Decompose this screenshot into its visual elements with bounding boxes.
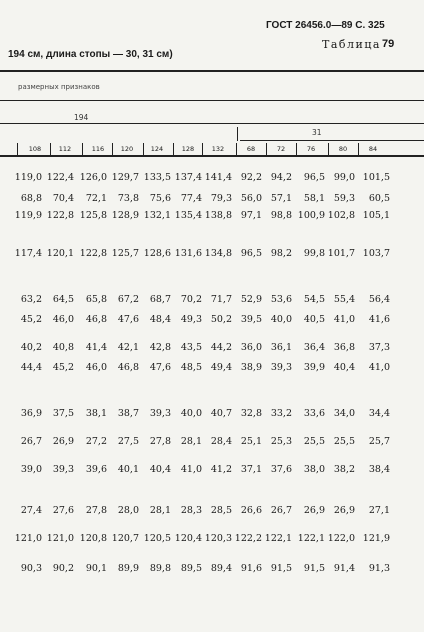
table-cell: 26,7 [20,436,42,447]
table-cell: 33,2 [270,408,292,419]
table-cell: 26,6 [240,505,262,516]
table-cell: 63,2 [20,294,42,305]
group-right-label: 31 [312,128,322,137]
table-cell: 67,2 [117,294,139,305]
table-cell: 92,2 [240,172,262,183]
table-cell: 120,5 [143,533,171,544]
table-cell: 36,0 [240,342,262,353]
table-cell: 25,1 [240,436,262,447]
table-cell: 120,8 [79,533,107,544]
table-cell: 122,1 [264,533,292,544]
column-divider [143,143,144,155]
table-cell: 119,9 [14,210,42,221]
table-cell: 97,1 [240,210,262,221]
group-divider [237,127,238,141]
table-cell: 25,3 [270,436,292,447]
table-cell: 41,0 [368,362,390,373]
table-cell: 122,8 [79,248,107,259]
table-cell: 40,5 [303,314,325,325]
table-cell: 56,0 [240,193,262,204]
table-cell: 26,9 [303,505,325,516]
table-cell: 75,6 [149,193,171,204]
table-cell: 39,3 [270,362,292,373]
table-cell: 121,9 [362,533,390,544]
table-cell: 28,4 [210,436,232,447]
table-cell: 38,0 [303,464,325,475]
table-cell: 37,6 [270,464,292,475]
table-cell: 101,5 [362,172,390,183]
table-cell: 40,8 [52,342,74,353]
table-cell: 126,0 [79,172,107,183]
table-cell: 46,8 [85,314,107,325]
column-header: 128 [181,145,195,153]
column-divider [266,143,267,155]
table-cell: 137,4 [174,172,202,183]
table-cell: 40,4 [149,464,171,475]
table-cell: 49,4 [210,362,232,373]
group-left-label: 194 [74,113,89,122]
table-cell: 135,4 [174,210,202,221]
table-cell: 40,0 [180,408,202,419]
table-cell: 119,0 [14,172,42,183]
table-cell: 28,5 [210,505,232,516]
table-cell: 40,1 [117,464,139,475]
table-cell: 55,4 [333,294,355,305]
table-cell: 40,0 [270,314,292,325]
table-cell: 64,5 [52,294,74,305]
table-cell: 89,9 [117,563,139,574]
column-divider [328,143,329,155]
table-cell: 89,4 [210,563,232,574]
table-cell: 42,8 [149,342,171,353]
table-cell: 37,3 [368,342,390,353]
table-cell: 121,0 [14,533,42,544]
table-cell: 125,8 [79,210,107,221]
table-cell: 43,5 [180,342,202,353]
table-cell: 39,6 [85,464,107,475]
table-cell: 27,4 [20,505,42,516]
table-cell: 79,3 [210,193,232,204]
table-number: 79 [382,38,395,50]
table-cell: 120,3 [204,533,232,544]
table-cell: 98,2 [270,248,292,259]
table-cell: 25,5 [333,436,355,447]
column-header: 120 [120,145,134,153]
table-cell: 138,8 [204,210,232,221]
table-cell: 90,3 [20,563,42,574]
table-cell: 26,9 [52,436,74,447]
table-cell: 25,5 [303,436,325,447]
table-cell: 44,2 [210,342,232,353]
table-cell: 57,1 [270,193,292,204]
table-cell: 40,4 [333,362,355,373]
column-divider [236,143,237,155]
table-cell: 42,1 [117,342,139,353]
table-cell: 89,5 [180,563,202,574]
column-header: 68 [246,145,256,153]
table-cell: 52,9 [240,294,262,305]
table-cell: 40,7 [210,408,232,419]
table-cell: 39,0 [20,464,42,475]
table-cell: 96,5 [240,248,262,259]
table-cell: 102,8 [327,210,355,221]
table-cell: 25,7 [368,436,390,447]
table-cell: 96,5 [303,172,325,183]
table-cell: 39,9 [303,362,325,373]
table-cell: 94,2 [270,172,292,183]
table-cell: 68,8 [20,193,42,204]
column-header: 76 [306,145,316,153]
column-divider [296,143,297,155]
table-cell: 50,2 [210,314,232,325]
table-cell: 58,1 [303,193,325,204]
table-cell: 40,2 [20,342,42,353]
table-cell: 27,8 [149,436,171,447]
table-cell: 59,3 [333,193,355,204]
table-cell: 41,4 [85,342,107,353]
column-header: 132 [211,145,225,153]
table-cell: 36,4 [303,342,325,353]
table-cell: 49,3 [180,314,202,325]
table-cell: 56,4 [368,294,390,305]
table-label: Таблица [322,38,381,51]
table-cell: 38,1 [85,408,107,419]
table-cell: 91,4 [333,563,355,574]
table-cell: 73,8 [117,193,139,204]
table-cell: 48,4 [149,314,171,325]
table-cell: 45,2 [52,362,74,373]
table-cell: 46,0 [85,362,107,373]
table-cell: 53,6 [270,294,292,305]
column-divider [173,143,174,155]
table-cell: 41,0 [333,314,355,325]
table-cell: 120,4 [174,533,202,544]
table-cell: 90,1 [85,563,107,574]
table-cell: 41,6 [368,314,390,325]
table-cell: 54,5 [303,294,325,305]
table-cell: 36,8 [333,342,355,353]
table-cell: 128,9 [111,210,139,221]
table-cell: 134,8 [204,248,232,259]
table-cell: 27,6 [52,505,74,516]
table-cell: 65,8 [85,294,107,305]
group-right-rule [240,140,424,141]
column-header: 124 [150,145,164,153]
table-cell: 33,6 [303,408,325,419]
table-cell: 122,2 [234,533,262,544]
table-cell: 91,5 [303,563,325,574]
column-divider [358,143,359,155]
column-header: 84 [368,145,378,153]
table-cell: 45,2 [20,314,42,325]
table-cell: 101,7 [327,248,355,259]
table-cell: 71,7 [210,294,232,305]
column-divider [17,143,18,155]
table-cell: 47,6 [149,362,171,373]
column-header: 80 [338,145,348,153]
table-cell: 122,4 [46,172,74,183]
table-cell: 100,9 [297,210,325,221]
table-cell: 60,5 [368,193,390,204]
table-cell: 32,8 [240,408,262,419]
table-cell: 41,0 [180,464,202,475]
table-cell: 77,4 [180,193,202,204]
column-header: 116 [91,145,105,153]
table-subtitle: 194 см, длина стопы — 30, 31 см) [8,49,173,60]
table-cell: 38,7 [117,408,139,419]
table-cell: 91,5 [270,563,292,574]
table-cell: 28,1 [180,436,202,447]
table-cell: 91,3 [368,563,390,574]
table-cell: 68,7 [149,294,171,305]
table-cell: 38,4 [368,464,390,475]
table-cell: 27,1 [368,505,390,516]
table-cell: 39,5 [240,314,262,325]
table-cell: 133,5 [143,172,171,183]
table-cell: 27,8 [85,505,107,516]
table-cell: 117,4 [14,248,42,259]
table-cell: 70,4 [52,193,74,204]
table-cell: 99,0 [333,172,355,183]
table-cell: 99,8 [303,248,325,259]
column-divider [82,143,83,155]
table-cell: 36,1 [270,342,292,353]
table-cell: 26,7 [270,505,292,516]
table-cell: 90,2 [52,563,74,574]
header-bottom-rule [0,155,424,157]
column-caption: размерных признаков [18,83,100,91]
top-rule [0,70,424,72]
table-cell: 131,6 [174,248,202,259]
table-cell: 98,8 [270,210,292,221]
table-cell: 129,7 [111,172,139,183]
table-cell: 38,9 [240,362,262,373]
table-cell: 36,9 [20,408,42,419]
table-cell: 28,1 [149,505,171,516]
table-cell: 120,1 [46,248,74,259]
column-divider [112,143,113,155]
column-header: 112 [58,145,72,153]
table-cell: 48,5 [180,362,202,373]
table-cell: 125,7 [111,248,139,259]
table-cell: 70,2 [180,294,202,305]
table-cell: 28,0 [117,505,139,516]
table-cell: 28,3 [180,505,202,516]
table-cell: 38,2 [333,464,355,475]
table-cell: 122,0 [327,533,355,544]
table-cell: 39,3 [52,464,74,475]
table-cell: 128,6 [143,248,171,259]
table-cell: 27,5 [117,436,139,447]
group-rule [0,123,424,124]
table-cell: 27,2 [85,436,107,447]
table-cell: 122,1 [297,533,325,544]
table-cell: 44,4 [20,362,42,373]
table-cell: 37,1 [240,464,262,475]
table-cell: 46,8 [117,362,139,373]
table-cell: 121,0 [46,533,74,544]
table-cell: 34,0 [333,408,355,419]
document-header: ГОСТ 26456.0—89 С. 325 [266,20,385,31]
table-cell: 89,8 [149,563,171,574]
table-cell: 141,4 [204,172,232,183]
table-cell: 47,6 [117,314,139,325]
table-cell: 91,6 [240,563,262,574]
table-cell: 122,8 [46,210,74,221]
table-cell: 103,7 [362,248,390,259]
table-cell: 41,2 [210,464,232,475]
column-header: 72 [276,145,286,153]
table-cell: 39,3 [149,408,171,419]
table-cell: 37,5 [52,408,74,419]
column-divider [202,143,203,155]
table-cell: 34,4 [368,408,390,419]
column-divider [50,143,51,155]
table-cell: 26,9 [333,505,355,516]
caption-rule [0,100,424,101]
column-header: 108 [28,145,42,153]
table-cell: 105,1 [362,210,390,221]
table-cell: 120,7 [111,533,139,544]
table-cell: 72,1 [85,193,107,204]
table-cell: 46,0 [52,314,74,325]
table-cell: 132,1 [143,210,171,221]
